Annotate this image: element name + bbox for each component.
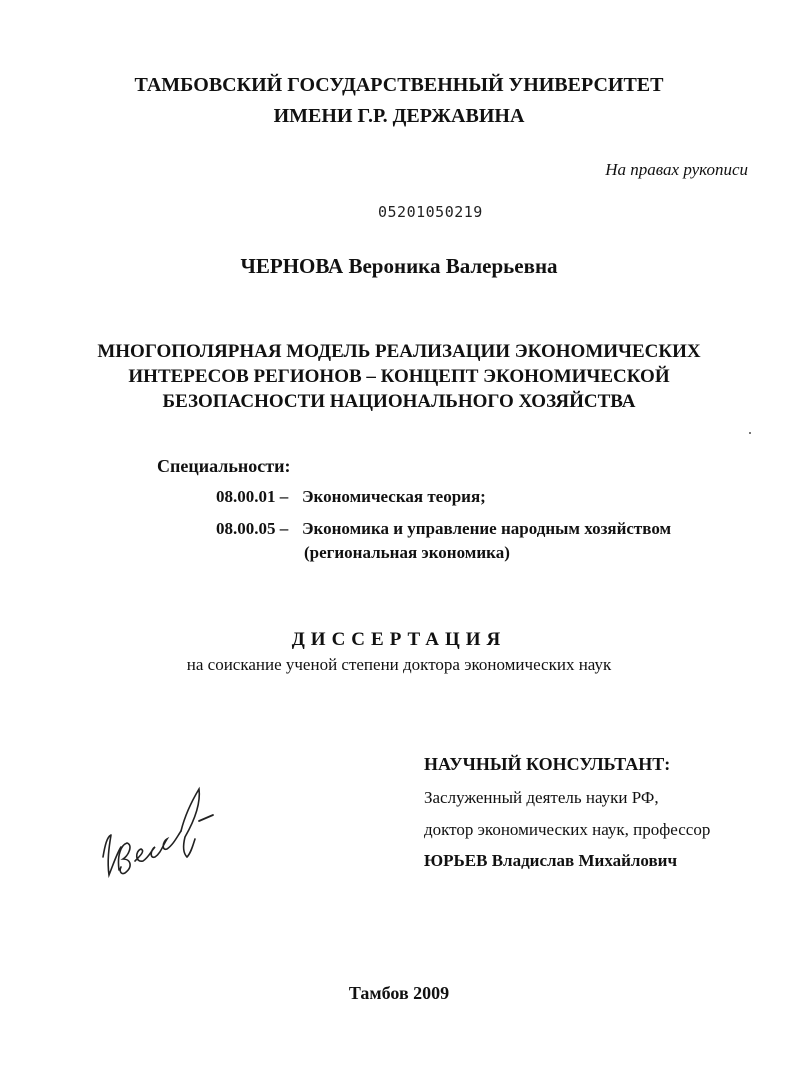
specialty-row — [216, 517, 671, 541]
specialty-name: Экономика и управление народным хозяйством — [302, 519, 672, 538]
scan-speck — [749, 432, 751, 434]
consultant-degree-line: доктор экономических наук, профессор — [424, 820, 711, 839]
author-name: ЧЕРНОВА Вероника Валерьевна — [240, 254, 558, 278]
dissertation-subtitle: на соискание ученой степени доктора экономических наук — [186, 655, 612, 674]
university-line-1: ТАМБОВСКИЙ ГОСУДАРСТВЕННЫЙ УНИВЕРСИТЕТ — [134, 74, 664, 96]
specialty-name: Экономическая теория; — [302, 487, 486, 506]
title-line-3: БЕЗОПАСНОСТИ НАЦИОНАЛЬНОГО ХОЗЯЙСТВА — [162, 391, 636, 412]
title-line-1: МНОГОПОЛЯРНАЯ МОДЕЛЬ РЕАЛИЗАЦИИ ЭКОНОМИЧЕСКИХ — [97, 341, 701, 362]
handwritten-signature — [95, 775, 235, 890]
university-name — [0, 70, 798, 132]
specialty-row — [216, 485, 486, 509]
consultant-heading: НАУЧНЫЙ КОНСУЛЬТАНТ: — [424, 754, 671, 774]
title-line-2: ИНТЕРЕСОВ РЕГИОНОВ – КОНЦЕПТ ЭКОНОМИЧЕСКОЙ — [128, 366, 670, 387]
specialty-code: 08.00.01 – — [216, 487, 289, 506]
stamp-code: 05201050219 — [378, 203, 483, 221]
consultant-name: ЮРЬЕВ Владислав Михайлович — [424, 851, 678, 870]
city-year: Тамбов 2009 — [348, 983, 450, 1003]
university-line-2: ИМЕНИ Г.Р. ДЕРЖАВИНА — [273, 105, 525, 127]
specialties-label: Специальности: — [157, 456, 291, 476]
consultant-title-line: Заслуженный деятель науки РФ, — [424, 788, 659, 807]
rights-note: На правах рукописи — [605, 160, 748, 179]
specialty-code: 08.00.05 – — [216, 519, 289, 538]
dissertation-title — [0, 339, 798, 414]
specialty-continuation: (региональная экономика) — [304, 543, 510, 562]
dissertation-heading: ДИССЕРТАЦИЯ — [291, 629, 507, 650]
